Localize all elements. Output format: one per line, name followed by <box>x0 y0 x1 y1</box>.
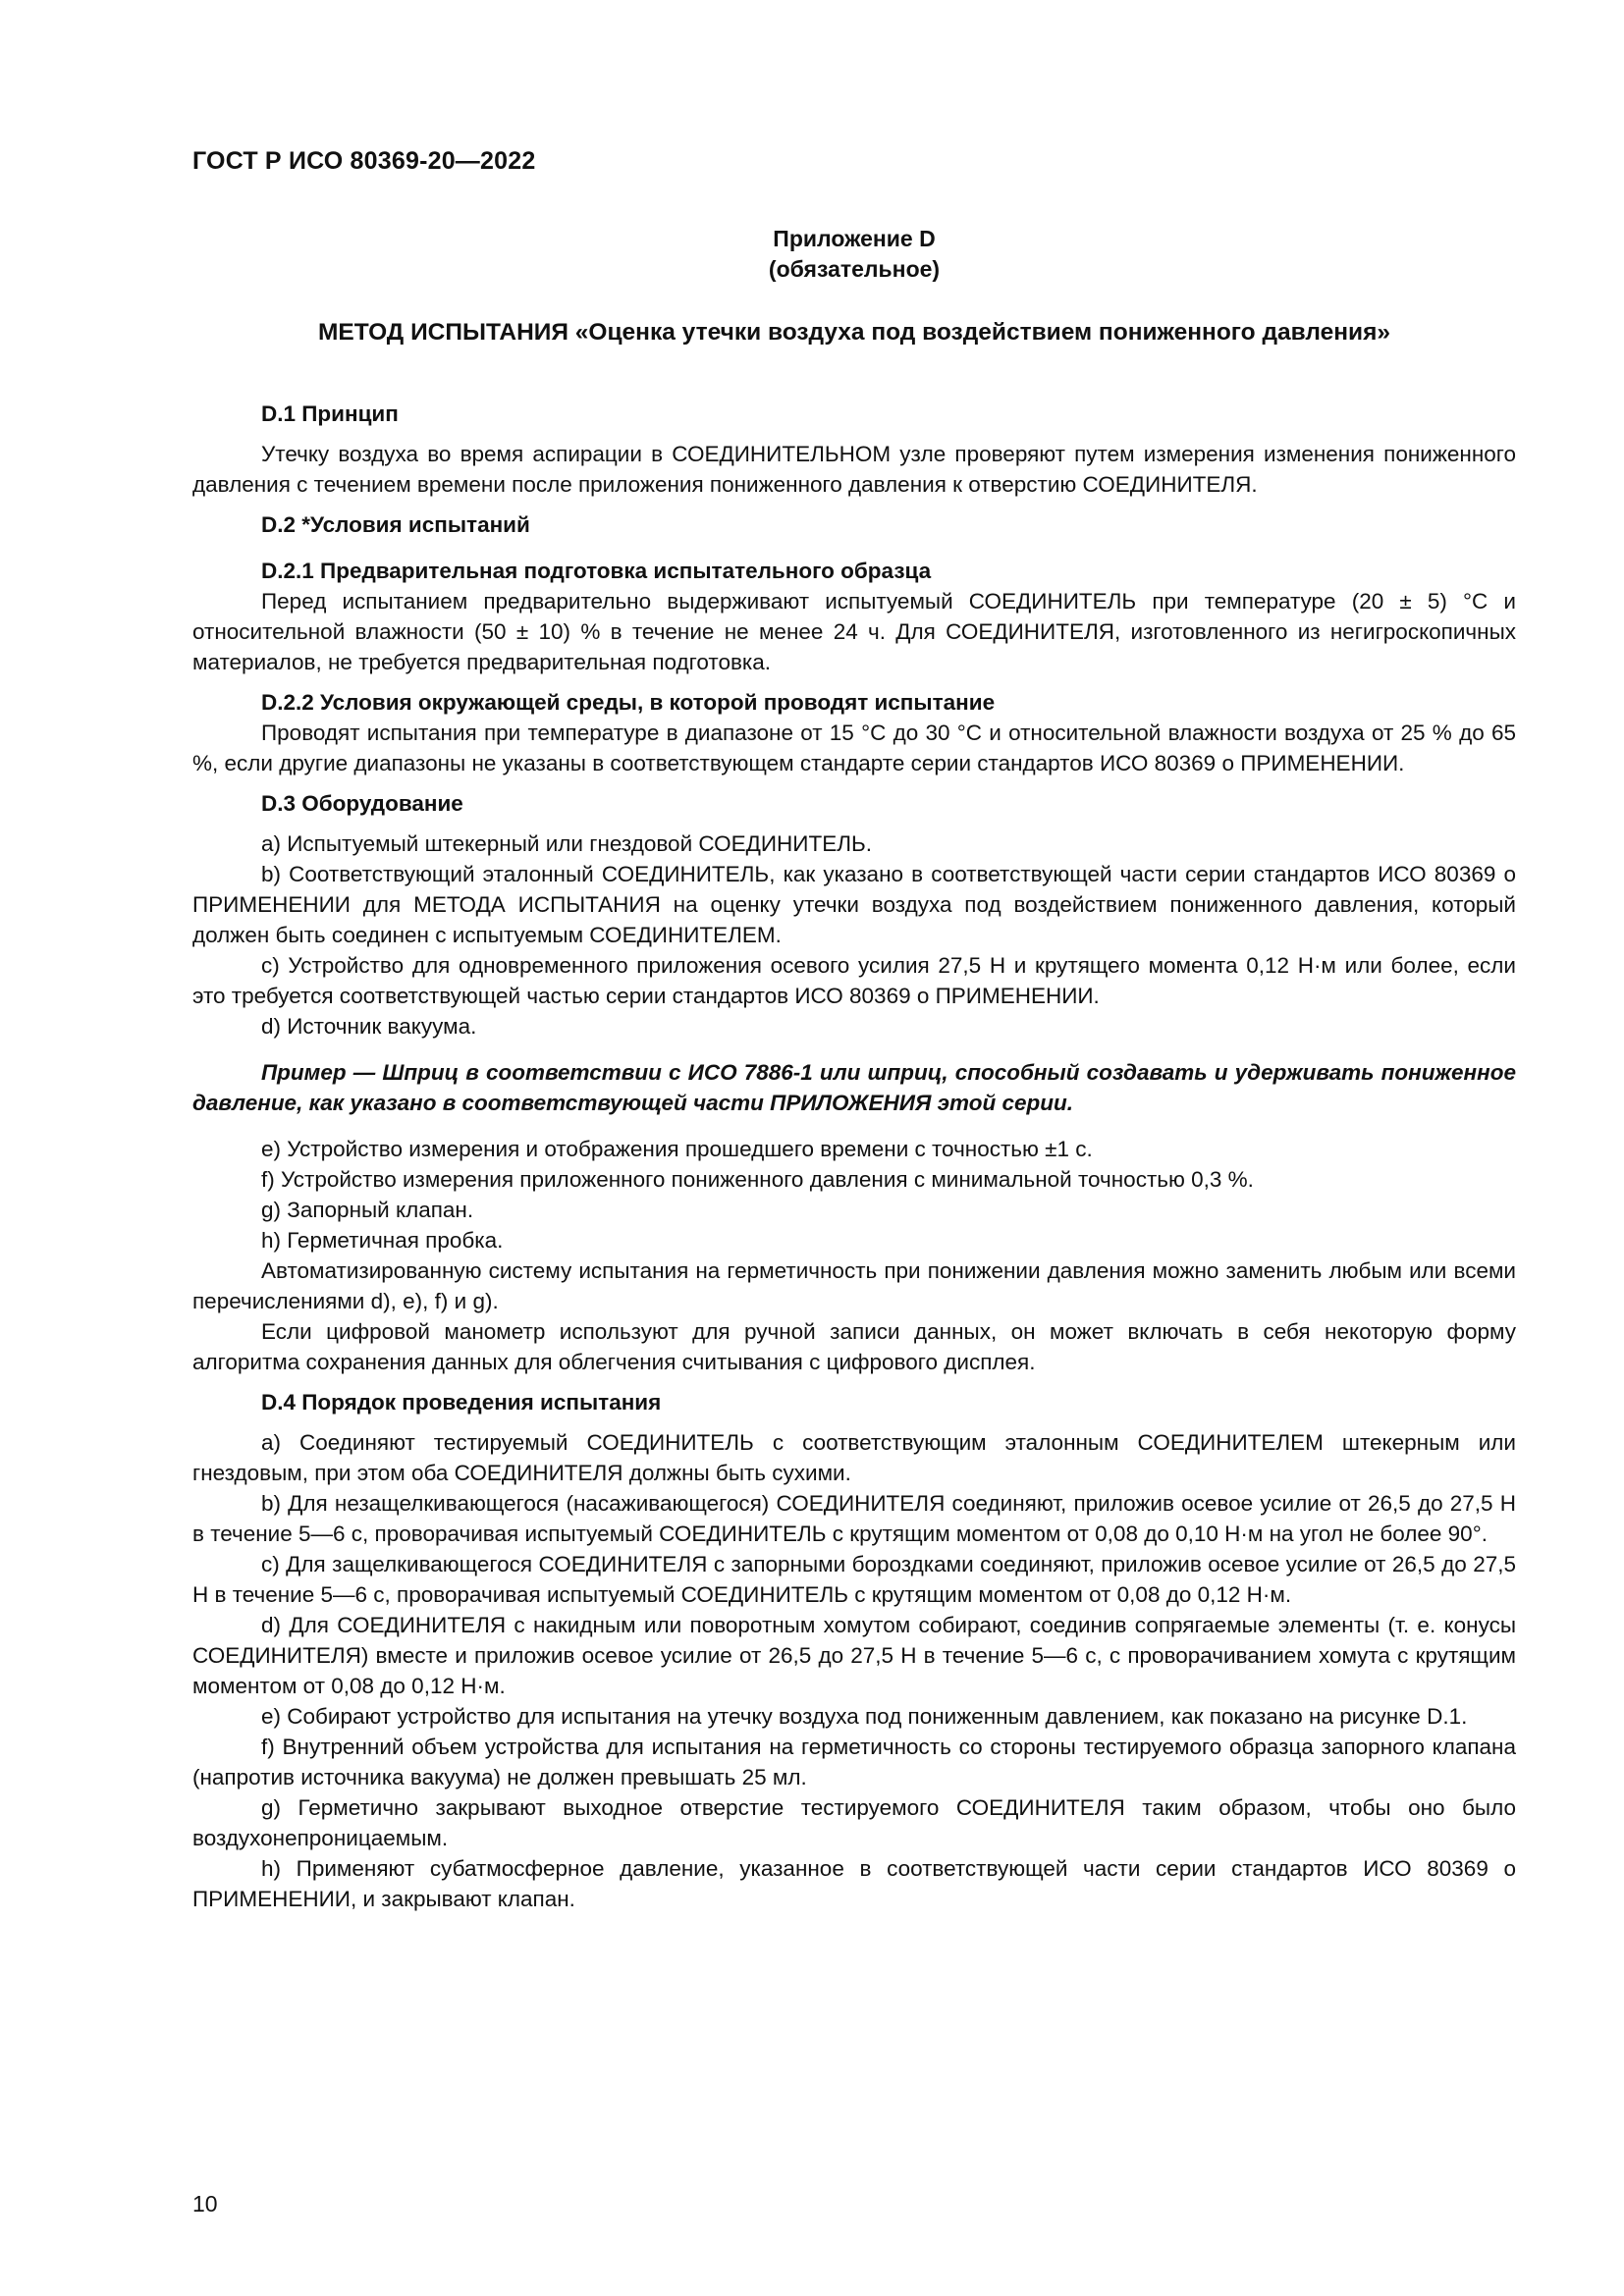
annex-status: (обязательное) <box>768 256 941 282</box>
list-item: b) Для незащелкивающегося (насаживающегося) СОЕДИНИТЕЛЯ соединяют, приложив осевое усилие от 26,5 до 27,5 Н в течение 5—6 с, проворачивая испытуемый СОЕДИНИТЕЛЬ с крутящим моментом от 0,08 до 0,10 Н·м на угол не более 90°. <box>192 1491 1516 1546</box>
paragraph: Автоматизированную систему испытания на герметичность при понижении давления можно заменить любым или всеми перечислениями d), e), f) и g). <box>192 1258 1516 1313</box>
section-heading-d4: D.4 Порядок проведения испытания <box>261 1390 662 1415</box>
document-id: ГОСТ Р ИСО 80369-20—2022 <box>192 147 536 175</box>
list-item: h) Герметичная пробка. <box>261 1228 504 1253</box>
section-heading-d2-1: D.2.1 Предварительная подготовка испытательного образца <box>261 559 932 583</box>
list-item: g) Запорный клапан. <box>261 1198 474 1222</box>
list-item: c) Для защелкивающегося СОЕДИНИТЕЛЯ с запорными бороздками соединяют, приложив осевое усилие от 26,5 до 27,5 Н в течение 5—6 с, проворачивая испытуемый СОЕДИНИТЕЛЬ с крутящим моментом от 0,08 до 0,12 Н·м. <box>192 1552 1516 1607</box>
paragraph: Проводят испытания при температуре в диапазоне от 15 °С до 30 °С и относительной влажности воздуха от 25 % до 65 %, если другие диапазоны не указаны в соответствующем стандарте серии стандартов ИСО 80369 о ПРИМЕНЕНИИ. <box>192 721 1516 775</box>
list-item: a) Соединяют тестируемый СОЕДИНИТЕЛЬ с соответствующим эталонным СОЕДИНИТЕЛЕМ штекерным или гнездовым, при этом оба СОЕДИНИТЕЛЯ должны быть сухими. <box>192 1430 1516 1485</box>
example-note: Пример — Шприц в соответствии с ИСО 7886-1 или шприц, способный создавать и удерживать пониженное давление, как указано в соответствующей части ПРИЛОЖЕНИЯ этой серии. <box>192 1060 1516 1115</box>
list-item: e) Устройство измерения и отображения прошедшего времени с точностью ±1 с. <box>261 1137 1093 1161</box>
list-item: e) Собирают устройство для испытания на утечку воздуха под пониженным давлением, как показано на рисунке D.1. <box>261 1704 1468 1729</box>
list-item: h) Применяют субатмосферное давление, указанное в соответствующей части серии стандартов ИСО 80369 о ПРИМЕНЕНИИ, и закрывают клапан. <box>192 1856 1516 1911</box>
page-number: 10 <box>192 2191 218 2216</box>
document-body <box>192 399 1516 1914</box>
list-item: f) Устройство измерения приложенного пониженного давления с минимальной точностью 0,3 %. <box>261 1167 1254 1192</box>
paragraph: Утечку воздуха во время аспирации в СОЕДИНИТЕЛЬНОМ узле проверяют путем измерения изменения пониженного давления с течением времени после приложения пониженного давления к отверстию СОЕДИНИТЕЛЯ. <box>192 442 1516 497</box>
list-item: b) Соответствующий эталонный СОЕДИНИТЕЛЬ, как указано в соответствующей части серии стандартов ИСО 80369 о ПРИМЕНЕНИИ для МЕТОДА ИСПЫТАНИЯ на оценку утечки воздуха под воздействием пониженного давления, который должен быть соединен с испытуемым СОЕДИНИТЕЛЕМ. <box>192 862 1516 947</box>
section-heading-d1: D.1 Принцип <box>261 401 399 426</box>
paragraph: Перед испытанием предварительно выдерживают испытуемый СОЕДИНИТЕЛЬ при температуре (20 ± 5) °С и относительной влажности (50 ± 10) % в течение не менее 24 ч. Для СОЕДИНИТЕЛЯ, изготовленного из негигроскопичных материалов, не требуется предварительная подготовка. <box>192 589 1516 674</box>
annex-heading <box>192 224 1516 285</box>
list-item: d) Для СОЕДИНИТЕЛЯ с накидным или поворотным хомутом собирают, соединив сопрягаемые элементы (т. е. конусы СОЕДИНИТЕЛЯ) вместе и приложив осевое усилие от 26,5 до 27,5 Н в течение 5—6 с, с проворачиванием хомута с крутящим моментом от 0,08 до 0,12 Н·м. <box>192 1613 1516 1698</box>
section-heading-d3: D.3 Оборудование <box>261 791 463 816</box>
section-heading-d2-2: D.2.2 Условия окружающей среды, в которой проводят испытание <box>261 690 996 715</box>
section-heading-d2: D.2 *Условия испытаний <box>261 512 530 537</box>
method-title: МЕТОД ИСПЫТАНИЯ «Оценка утечки воздуха под воздействием пониженного давления» <box>317 319 1391 346</box>
list-item: f) Внутренний объем устройства для испытания на герметичность со стороны тестируемого образца запорного клапана (напротив источника вакуума) не должен превышать 25 мл. <box>192 1735 1516 1789</box>
list-item: c) Устройство для одновременного приложения осевого усилия 27,5 Н и крутящего момента 0,12 Н·м или более, если это требуется соответствующей частью серии стандартов ИСО 80369 о ПРИМЕНЕНИИ. <box>192 953 1516 1008</box>
annex-title: Приложение D <box>773 226 936 251</box>
paragraph: Если цифровой манометр используют для ручной записи данных, он может включать в себя некоторую форму алгоритма сохранения данных для облегчения считывания с цифрового дисплея. <box>192 1319 1516 1374</box>
list-item: a) Испытуемый штекерный или гнездовой СОЕДИНИТЕЛЬ. <box>261 831 873 856</box>
list-item: g) Герметично закрывают выходное отверстие тестируемого СОЕДИНИТЕЛЯ таким образом, чтобы оно было воздухонепроницаемым. <box>192 1795 1516 1850</box>
list-item: d) Источник вакуума. <box>261 1014 477 1039</box>
